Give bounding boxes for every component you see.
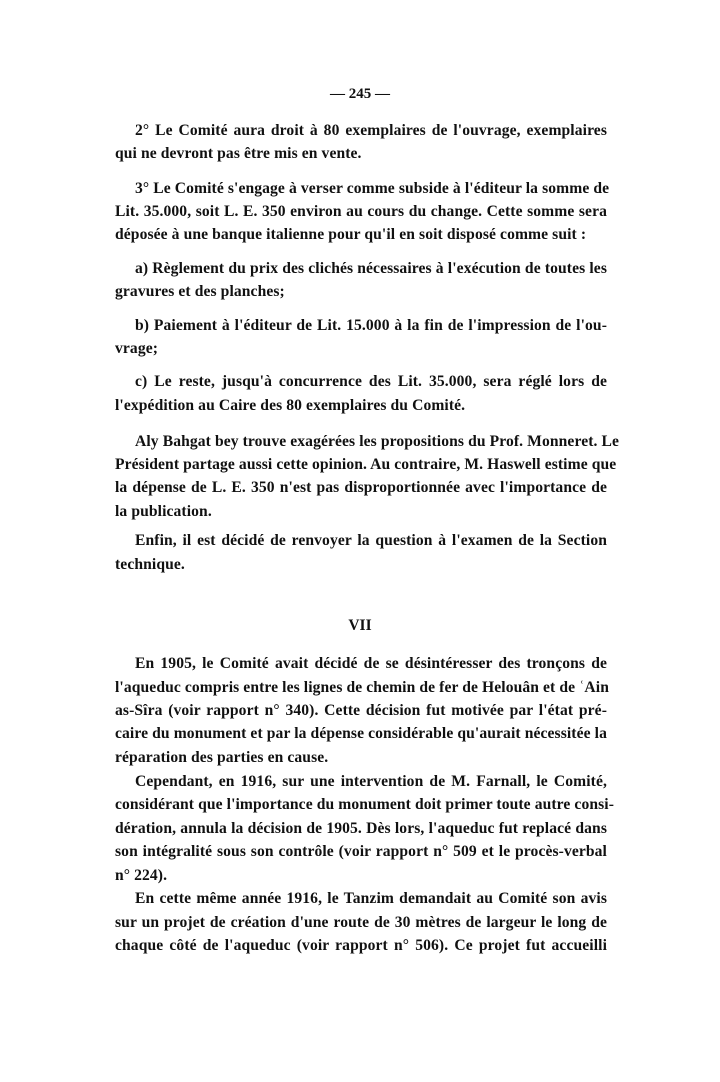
section-heading: VII — [348, 617, 372, 634]
text-line: 3° Le Comité s'engage à verser comme subside à l'éditeur la somme de — [135, 180, 610, 197]
text-line: la dépense de L. E. 350 n'est pas disproportionnée avec l'importance de — [115, 479, 607, 496]
text-line: b) Paiement à l'éditeur de Lit. 15.000 à la fin de l'impression de l'ou- — [135, 317, 607, 334]
text-line: caire du monument et par la dépense considérable qu'aurait nécessitée la — [115, 725, 607, 742]
text-line: 2° Le Comité aura droit à 80 exemplaires de l'ouvrage, exemplaires — [135, 122, 607, 139]
text-line: considérant que l'importance du monument doit primer toute autre consi- — [115, 796, 615, 813]
text-line: l'expédition au Caire des 80 exemplaires du Comité. — [115, 397, 466, 414]
text-line: l'aqueduc compris entre les lignes de chemin de fer de Helouân et de ʿAin — [115, 679, 610, 696]
page-number: — 245 — — [330, 86, 390, 102]
text-line: n° 224). — [115, 867, 168, 884]
text-line: Président partage aussi cette opinion. Au contraire, M. Haswell estime que — [115, 456, 617, 473]
text-line: réparation des parties en cause. — [115, 749, 329, 766]
text-line: Lit. 35.000, soit L. E. 350 environ au cours du change. Cette somme sera — [115, 203, 607, 220]
text-line: déposée à une banque italienne pour qu'il en soit disposé comme suit : — [115, 226, 587, 243]
text-line: son intégralité sous son contrôle (voir rapport n° 509 et le procès-verbal — [115, 843, 607, 860]
text-line: En 1905, le Comité avait décidé de se désintéresser des tronçons de — [135, 655, 607, 672]
text-line: technique. — [115, 556, 185, 573]
text-line: Cependant, en 1916, sur une intervention de M. Farnall, le Comité, — [135, 773, 607, 790]
text-line: chaque côté de l'aqueduc (voir rapport n° 506). Ce projet fut accueilli — [115, 937, 607, 954]
text-line: qui ne devront pas être mis en vente. — [115, 145, 362, 162]
text-line: En cette même année 1916, le Tanzim demandait au Comité son avis — [135, 890, 607, 907]
text-line: la publication. — [115, 503, 212, 520]
text-line: as-Sîra (voir rapport n° 340). Cette décision fut motivée par l'état pré- — [115, 702, 607, 719]
text-line: c) Le reste, jusqu'à concurrence des Lit. 35.000, sera réglé lors de — [135, 373, 607, 390]
text-line: vrage; — [115, 340, 159, 357]
text-line: Aly Bahgat bey trouve exagérées les propositions du Prof. Monneret. Le — [135, 433, 620, 450]
text-line: dération, annula la décision de 1905. Dès lors, l'aqueduc fut replacé dans — [115, 820, 607, 837]
text-line: sur un projet de création d'une route de 30 mètres de largeur le long de — [115, 914, 607, 931]
text-line: gravures et des planches; — [115, 283, 285, 300]
text-line: a) Règlement du prix des clichés nécessaires à l'exécution de toutes les — [135, 260, 607, 277]
text-line: Enfin, il est décidé de renvoyer la question à l'examen de la Section — [135, 532, 607, 549]
